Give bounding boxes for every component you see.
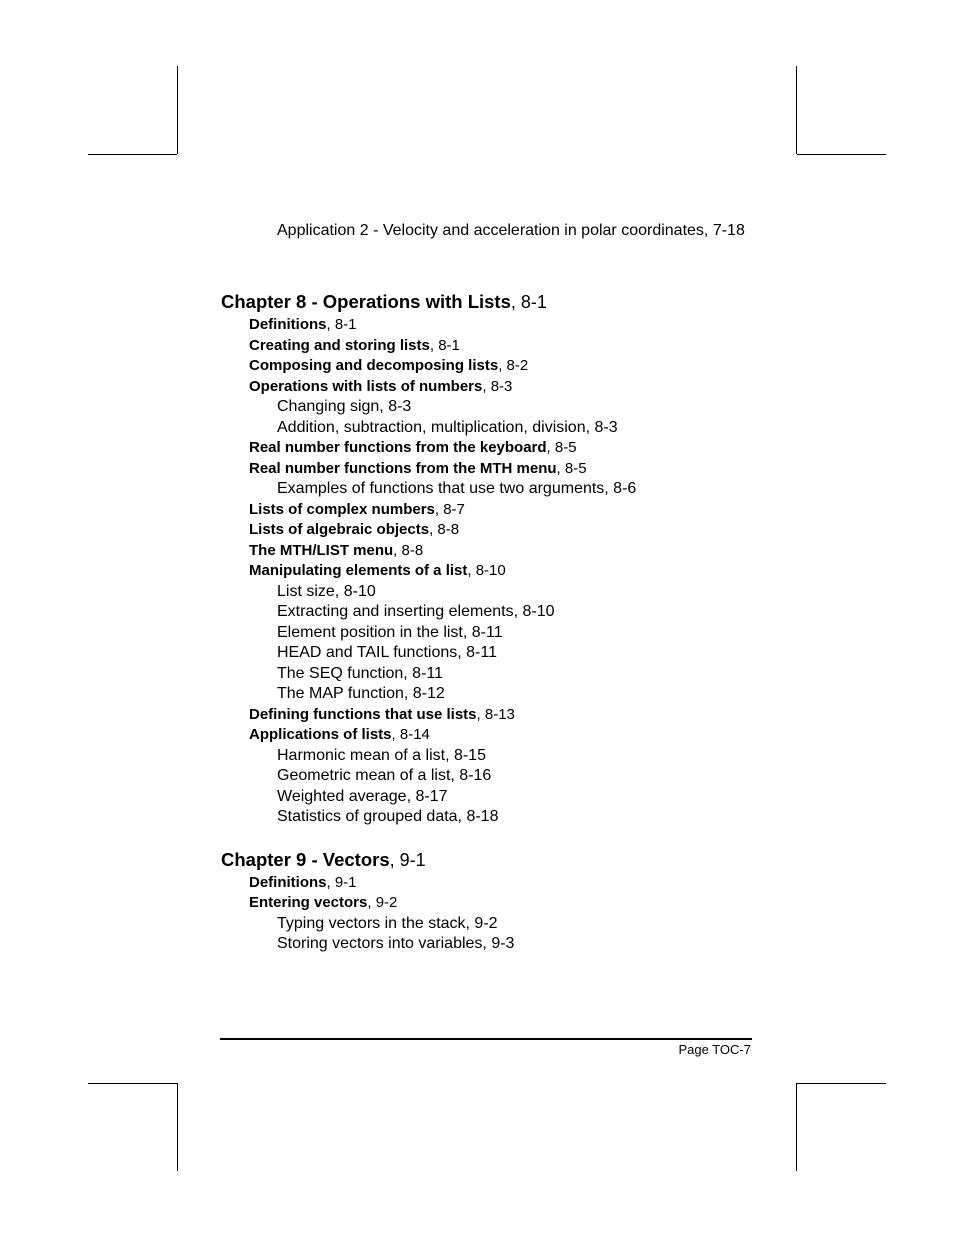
toc-section [249, 541, 423, 561]
toc-subsection [277, 582, 376, 602]
toc-entry-page: The SEQ function, 8-11 [277, 665, 444, 682]
toc-section [249, 893, 397, 913]
toc-entry-page: , 8-1 [429, 337, 460, 354]
toc-entry-page: , 8-2 [498, 357, 529, 374]
toc-entry-page: Weighted average, 8-17 [277, 788, 448, 805]
toc-entry-page: Harmonic mean of a list, 8-15 [277, 747, 486, 764]
toc-subsection [277, 934, 514, 954]
toc-entry-title: Real number functions from the MTH menu [249, 460, 557, 477]
toc-entry-page: , 8-8 [393, 542, 424, 559]
toc-subsection [277, 643, 497, 663]
toc-subsection [277, 914, 498, 934]
toc-section [249, 725, 430, 745]
toc-entry-page: Storing vectors into variables, 9-3 [277, 935, 515, 952]
toc-entry-title: Chapter 9 - Vectors [221, 849, 390, 870]
toc-entry-title: Real number functions from the keyboard [249, 439, 547, 456]
toc-entry-page: Extracting and inserting elements, 8-10 [277, 603, 555, 620]
toc-entry-title: Chapter 8 - Operations with Lists [221, 291, 511, 312]
toc-entry-title: Definitions [249, 316, 327, 333]
crop-mark-bottom-right-vertical [796, 1083, 797, 1171]
toc-chapter-heading [221, 850, 426, 870]
toc-section [249, 561, 506, 581]
toc-subsection [277, 479, 636, 499]
page-number: Page TOC-7 [678, 1042, 751, 1057]
toc-entry-page: Examples of functions that use two arguments, 8-6 [277, 480, 637, 497]
crop-mark-top-left-vertical [177, 66, 178, 154]
toc-entry-title: The MTH/LIST menu [249, 542, 394, 559]
toc-entry-page: Changing sign, 8-3 [277, 398, 412, 415]
toc-subsection [277, 602, 554, 622]
toc-entry-title: Defining functions that use lists [249, 706, 477, 723]
toc-entry-page: , 8-5 [556, 460, 587, 477]
footer-rule [220, 1038, 752, 1040]
toc-subsection [277, 623, 503, 643]
toc-entry-page: , 8-14 [391, 726, 430, 743]
toc-subsection [277, 397, 411, 417]
toc-section [249, 377, 512, 397]
toc-section [249, 500, 465, 520]
toc-subsection [277, 807, 498, 827]
toc-section [249, 336, 460, 356]
toc-entry-title: Composing and decomposing lists [249, 357, 499, 374]
toc-entry-page: , 8-10 [467, 562, 506, 579]
toc-entry-title: Creating and storing lists [249, 337, 430, 354]
toc-entry-title: Lists of complex numbers [249, 501, 435, 518]
toc-entry-page: , 8-1 [510, 292, 547, 312]
toc-entry [277, 221, 745, 241]
toc-entry-title: Entering vectors [249, 894, 368, 911]
toc-entry-page: The MAP function, 8-12 [277, 685, 445, 702]
toc-subsection [277, 766, 491, 786]
toc-entry-page: , 9-1 [389, 850, 426, 870]
toc-entry-title: Applications of lists [249, 726, 392, 743]
toc-subsection [277, 746, 486, 766]
toc-section [249, 356, 528, 376]
toc-entry-page: HEAD and TAIL functions, 8-11 [277, 644, 497, 661]
toc-entry-page: , 8-8 [429, 521, 460, 538]
toc-entry-page: List size, 8-10 [277, 583, 376, 600]
toc-section [249, 459, 587, 479]
toc-entry-page: , 9-2 [367, 894, 398, 911]
toc-entry-page: Typing vectors in the stack, 9-2 [277, 915, 498, 932]
crop-mark-bottom-left-horizontal [88, 1083, 177, 1084]
toc-section [249, 873, 357, 893]
toc-subsection [277, 787, 447, 807]
toc-section [249, 438, 577, 458]
crop-mark-bottom-right-horizontal [797, 1083, 886, 1084]
toc-entry-title: Lists of algebraic objects [249, 521, 430, 538]
toc-entry-title: Operations with lists of numbers [249, 378, 483, 395]
toc-entry-title: Definitions [249, 874, 327, 891]
toc-entry-page: , 8-5 [546, 439, 577, 456]
toc-entry-page: , 8-13 [476, 706, 515, 723]
toc-entry-page: , 8-7 [434, 501, 465, 518]
toc-section [249, 705, 515, 725]
toc-entry-page: , 8-3 [482, 378, 513, 395]
toc-subsection [277, 418, 618, 438]
crop-mark-top-right-vertical [796, 66, 797, 154]
toc-entry-page: Addition, subtraction, multiplication, division, 8-3 [277, 419, 618, 436]
toc-entry-page: , 9-1 [326, 874, 357, 891]
toc-entry-page: , 8-1 [326, 316, 357, 333]
crop-mark-top-right-horizontal [797, 154, 886, 155]
toc-entry-title: Manipulating elements of a list [249, 562, 468, 579]
toc-section [249, 315, 357, 335]
toc-subsection [277, 684, 445, 704]
toc-entry-page: Geometric mean of a list, 8-16 [277, 767, 492, 784]
toc-entry-page: Statistics of grouped data, 8-18 [277, 808, 499, 825]
crop-mark-top-left-horizontal [88, 154, 177, 155]
toc-chapter-heading [221, 292, 547, 312]
crop-mark-bottom-left-vertical [177, 1083, 178, 1171]
toc-entry-page: Element position in the list, 8-11 [277, 624, 503, 641]
toc-entry-page: Application 2 - Velocity and acceleration in polar coordinates, 7-18 [277, 222, 745, 239]
toc-section [249, 520, 459, 540]
toc-subsection [277, 664, 443, 684]
